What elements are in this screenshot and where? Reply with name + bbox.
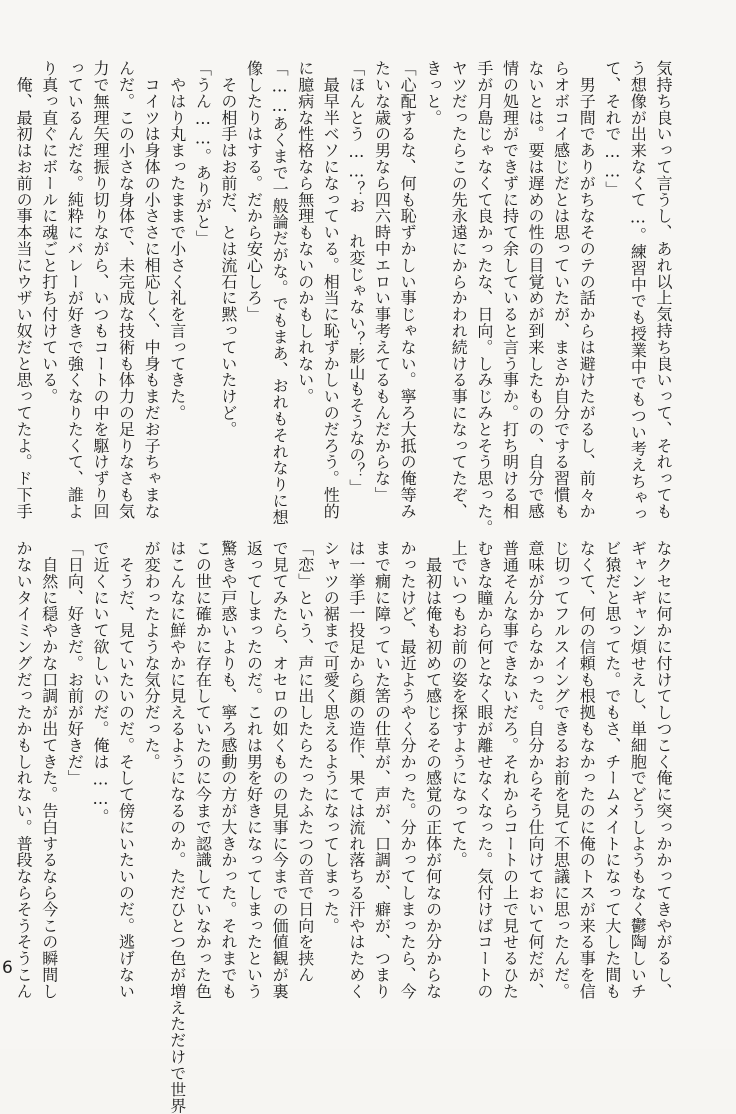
text-line: きっと。 [423, 60, 443, 126]
text-line: は一挙手一投足から顔の造作、果ては流れ落ちる汗やはためく [346, 540, 366, 1000]
text-line: 最早半ベソになっている。相当に恥ずかしいのだろう。性的 [321, 60, 341, 520]
text-line: 「……あくまで一般論だがな。でもまあ、おれもそれなりに想 [270, 60, 290, 526]
text-line: 像したりはする。だから安心しろ」 [244, 60, 264, 323]
text-line: 力で無理矢理振り切りながら、いつもコートの中を駆けずり回 [90, 60, 110, 520]
text-line: で近くにいて欲しいのだ。俺は……。 [90, 540, 110, 825]
text-block-top [14, 60, 676, 536]
text-line: コイツは身体の小ささに相応しく、中身もまだお子ちゃまな [142, 60, 162, 520]
text-line: んだ。この小さな身体で、未完成な技術も体力の足りなさも気 [116, 60, 136, 520]
text-line: ギャンギャン煩せえし、単細胞でどうしようもなく鬱陶しいチ [628, 540, 648, 1000]
text-line: 意味が分からなかった。自分からそう仕向けておいて何だが、 [526, 540, 546, 1000]
text-line: 普通そんな事できないだろ。それからコートの上で見せるひた [500, 540, 520, 1000]
text-line: 最初は俺も初めて感じるその感覚の正体が何なのか分からな [423, 540, 443, 1000]
text-line: この世に確かに存在していたのに今まで認識していなかった色 [193, 540, 213, 1000]
text-line: 「うん……。ありがと」 [193, 60, 213, 247]
text-line: なクセに何かに付けてしつこく俺に突っかかってきやがるし、 [654, 540, 673, 1000]
text-line: ビ猿だと思ってた。でもさ、チームメイトになって大した間も [602, 540, 622, 1000]
text-line: その相手はお前だ、とは流石に黙っていたけど。 [218, 60, 238, 438]
text-line: に臆病な性格なら無理もないのかもしれない。 [295, 60, 315, 405]
text-line: 男子間でありがちなそのテの話からは避けたがるし、前々か [577, 60, 597, 520]
text-line: シャツの裾まで可愛く思えるようになってしまった。 [321, 540, 341, 934]
text-line: やはり丸まったままで小さく礼を言ってきた。 [167, 60, 187, 421]
text-line: まで癇に障っていた筈の仕草が、声が、口調が、癖が、つまり [372, 540, 392, 1000]
text-line: ヤツだったらこの先永遠にからかわれ続ける事になってたぞ、 [449, 60, 469, 520]
text-line: じ切ってフルスイングできるお前を見て不思議に思ったんだ。 [551, 540, 571, 1000]
text-line: 「日向、好きだ。お前が好きだ」 [65, 540, 85, 786]
text-line: はこんなに鮮やかに見えるようになるのか。ただひとつ色が増えただけで世界 [167, 540, 187, 1114]
text-line: っているんだな。純粋にバレーが好きで強くなりたくて、誰よ [65, 60, 85, 520]
text-line: なくて、何の信頼も根拠もなかったのに俺のトスが来る事を信 [577, 540, 597, 1000]
text-line: 「心配するな、何も恥ずかしい事じゃない。寧ろ大抵の俺等み [398, 60, 418, 520]
text-line: 返ってしまったのだ。これは男を好きになってしまったという [244, 540, 264, 1000]
text-line: り真っ直ぐにボールに魂ごと打ち付けている。 [39, 60, 59, 405]
text-line: たいな歳の男なら四六時中エロい事考えてるもんだからな」 [372, 60, 392, 503]
text-line: かないタイミングだったかもしれない。普段ならそうそうこん [14, 540, 34, 1000]
text-line: が変わったような気分だった。 [142, 540, 162, 770]
text-line: そうだ、見ていたいのだ。そして傍にいたいのだ。逃げない [116, 540, 136, 1000]
text-line: 「恋」という、声に出したらたったふたつの音で日向を挟ん [295, 540, 315, 983]
text-line: 上でいつもお前の姿を探すようになってた。 [449, 540, 469, 868]
text-line: う想像が出来なくて…。練習中でも授業中でもつい考えちゃっ [628, 60, 648, 523]
text-line: 「ほんとう……？お れ変じゃない？影山もそうなの？」 [346, 60, 366, 496]
text-line: 自然に穏やかな口調が出てきた。告白するなら今この瞬間し [39, 540, 59, 1000]
text-block-bottom [14, 540, 676, 1114]
text-line: 手が月島じゃなくて良かったな、日向。しみじみとそう思った。 [474, 60, 494, 536]
page-number: 6 [2, 958, 13, 978]
text-line: で見てみたら、オセロの如くものの見事に今までの価値観が裏 [270, 540, 290, 1000]
text-line: むきな瞳から何となく眼が離せなくなった。気付けばコートの [474, 540, 494, 1000]
text-line: 気持ち良いって言うし、あれ以上気持ち良いって、それっても [654, 60, 673, 520]
text-line: 俺、最初はお前の事本当にウザい奴だと思ってたよ。ド下手 [14, 60, 34, 520]
text-line: 情の処理ができずに持て余していると言う事か。打ち明ける相 [500, 60, 520, 520]
text-line: て、それで……」 [602, 60, 622, 198]
text-line: ないとは。要は遅めの性の目覚めが到来したものの、自分で感 [526, 60, 546, 520]
text-line: かったけど、最近ようやく分かった。分かってしまったら、今 [398, 540, 418, 1000]
text-line: らオボコイ感じだとは思っていたが、まさか自分でする習慣も [551, 60, 571, 520]
text-line: 驚きや戸惑いよりも、寧ろ感動の方が大きかった。それまでも [218, 540, 238, 1000]
